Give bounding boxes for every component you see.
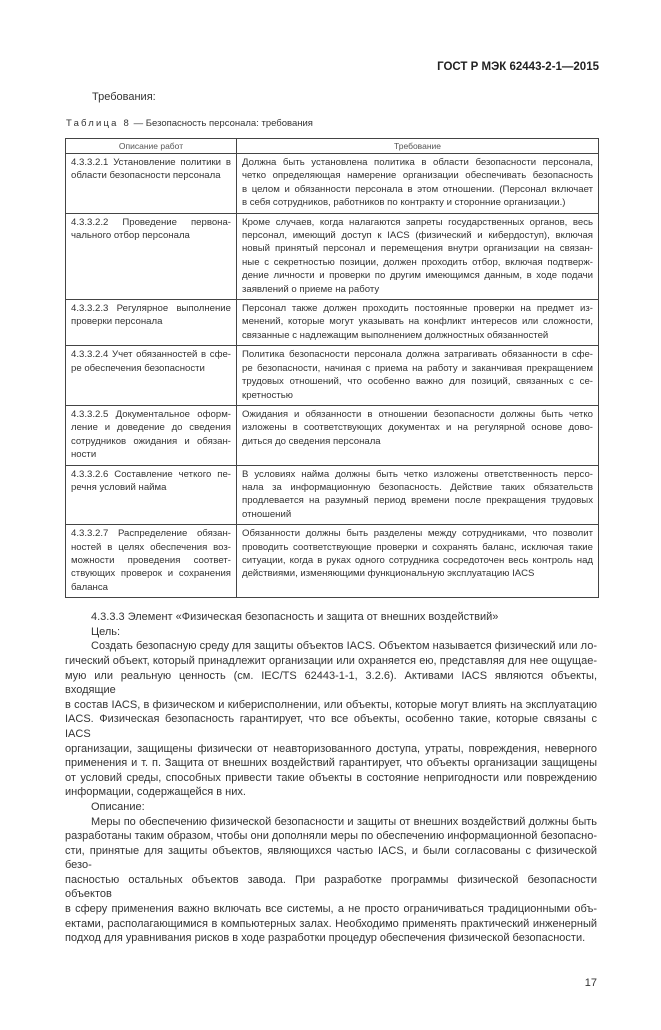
text-line: диться до сведения персонала	[242, 435, 381, 447]
table-row	[66, 525, 599, 598]
cell-description	[66, 346, 237, 406]
text-line: ствующих проверок и сохранения	[71, 568, 231, 580]
text-line: действиями, изменяющими функциональную эксплуатацию IACS	[242, 568, 535, 580]
text-line: Политика безопасности персонала должна затрагивать обязанности в сфе-	[242, 349, 593, 361]
text-line: 4.3.3.3 Элемент «Физическая безопасность и защита от внешних воздействий»	[91, 611, 499, 624]
text-line: В условиях найма должны быть четко изложены ответственность персо-	[242, 468, 593, 480]
cell-description	[66, 465, 237, 525]
text-line: 4.3.3.2.7 Распределение обязан-	[71, 528, 231, 540]
text-line: нала за информационную безопасность. Действие таких обязательств	[242, 481, 593, 493]
text-line: можности проведения соответ-	[71, 554, 231, 566]
table-body	[66, 154, 599, 598]
text-line: информации, содержащейся в них.	[65, 786, 246, 799]
cell-requirement	[237, 213, 599, 299]
page-number: 17	[584, 976, 597, 989]
table-row	[66, 154, 599, 214]
text-line: новый принятый персонал и перемещения внутри организации на связан-	[242, 243, 593, 255]
paragraph	[65, 625, 597, 640]
cell-requirement	[237, 346, 599, 406]
text-line: в состав IACS, в физическом и киберисполнении, или объекты, которые могут влиять на эксплуатацию	[65, 698, 597, 711]
text-line: подход для уравнивания рисков в ходе разработки процедур обеспечения физической безопасности.	[65, 932, 586, 945]
text-line: ре обеспечения безопасности	[71, 362, 205, 374]
text-line: ностей в целях обеспечения воз-	[71, 541, 231, 553]
text-line: заявлений о приеме на работу	[242, 283, 380, 295]
text-line: 4.3.3.2.6 Составление четкого пе-	[71, 468, 231, 480]
text-line: трудовых отношений, что особенно важно для позиций, связанных с се-	[242, 376, 593, 388]
cell-requirement	[237, 405, 599, 465]
text-line: Кроме случаев, когда налагаются запреты государственных органов, весь	[242, 216, 593, 228]
body-text	[65, 610, 597, 946]
cell-description	[66, 154, 237, 214]
table-caption-text: — Безопасность персонала: требования	[130, 118, 313, 129]
text-line: четко определяющая намерение организации обеспечивать безопасность	[242, 170, 593, 182]
text-line: пасностью остальных объектов завода. При разработке программы физической безопасности объектов	[65, 873, 597, 901]
text-line: Обязанности должны быть разделены между сотрудниками, что позволит	[242, 528, 593, 540]
text-line: разработаны таким образом, чтобы они дополняли меры по обеспечению информационной безопасно-	[65, 830, 597, 843]
text-line: организации, защищены физически от неавторизованного доступа, утраты, повреждения, неверного	[65, 742, 597, 755]
text-line: Цель:	[91, 625, 121, 638]
cell-description	[66, 213, 237, 299]
text-line: в сферу применения важно включать все системы, а не просто ограничиваться традиционными объ-	[65, 903, 597, 916]
cell-description	[66, 405, 237, 465]
text-line: Описание:	[91, 800, 145, 813]
text-line: гический объект, который принадлежит организации или охраняется ею, представляя для нее ощущае-	[65, 654, 597, 667]
table-header-row	[66, 139, 599, 154]
cell-description	[66, 525, 237, 598]
text-line: в целом и обязанности персонала в этом отношении. (Персонал включает	[242, 183, 593, 195]
text-line: 4.3.3.2.5 Документальное оформ-	[71, 408, 231, 420]
text-line: связанные с надлежащим выполнением должностных обязанностей	[242, 329, 549, 341]
text-line: дение личности и проверки по другим имеющимся данным, в ходе подачи	[242, 270, 593, 282]
text-line: продлевается на разумный период времени после прекращения трудовых	[242, 495, 593, 507]
text-line: Создать безопасную среду для защиты объектов IACS. Объектом называется физический или ло-	[91, 640, 597, 653]
table-row	[66, 213, 599, 299]
text-line: ре безопасности, начиная с приема на работу и заканчивая прекращением	[242, 362, 593, 374]
text-line: изложены в соответствующих документах и на регулярной основе дово-	[242, 422, 593, 434]
cell-requirement	[237, 465, 599, 525]
text-line: кретностью	[242, 389, 293, 401]
text-line: чального отбор персонала	[71, 230, 190, 242]
cell-requirement	[237, 300, 599, 346]
text-line: Ожидания и обязанности в отношении безопасности должны быть четко	[242, 408, 593, 420]
text-line: проводить соответствующие проверки и сохранять баланс, исключая такие	[242, 541, 593, 553]
text-line: проверки персонала	[71, 316, 163, 328]
text-line: 4.3.3.2.3 Регулярное выполнение	[71, 303, 231, 315]
text-line: от условий среды, способных привести такие объекты в состояние непригодности или повреждению	[65, 771, 597, 784]
cell-requirement	[237, 154, 599, 214]
paragraph	[65, 815, 597, 946]
text-line: Должна быть установлена политика в области безопасности персонала,	[242, 157, 593, 168]
text-line: ности	[71, 449, 97, 461]
cell-requirement	[237, 525, 599, 598]
column-header-requirement: Требование	[237, 139, 599, 154]
text-line: 4.3.3.2.2 Проведение первона-	[71, 216, 231, 228]
personnel-security-table	[65, 138, 599, 598]
requirements-label: Требования:	[92, 91, 156, 103]
text-line: менений, которые могут указывать на конфликт интересов или сложности,	[242, 316, 593, 328]
text-line: сти, принятые для защиты объектов, являющихся частью IACS, и были согласованы с физической безо-	[65, 844, 597, 872]
text-line: отношений	[242, 508, 292, 520]
paragraph	[65, 610, 597, 625]
table-row	[66, 346, 599, 406]
table-row	[66, 465, 599, 525]
table-row	[66, 405, 599, 465]
cell-description	[66, 300, 237, 346]
text-line: 4.3.3.2.4 Учет обязанностей в сфе-	[71, 349, 231, 361]
table-caption-prefix: Таблица 8	[66, 118, 131, 129]
text-line: персонал, имеющий доступ к IACS (физический и кибердоступ), включая	[242, 230, 593, 242]
text-line: ситуации, когда в руках одного сотрудника сосредоточен весь контроль над	[242, 554, 593, 566]
text-line: речня условий найма	[71, 481, 167, 493]
text-line: 4.3.3.2.1 Установление политики в	[71, 157, 231, 168]
text-line: ление и доведение до сведения	[71, 422, 231, 434]
text-line: ектами, располагающимися в компьютерных залах. Необходимо применять практический инженерный	[65, 917, 597, 930]
column-header-description: Описание работ	[66, 139, 237, 154]
text-line: в себя сотрудников, работников по контракту и сторонние организации.)	[242, 197, 566, 209]
text-line: ные с секретностью позиции, должен проходить отбор, включая подтверж-	[242, 256, 593, 268]
text-line: применения и т. п. Защита от внешних воздействий гарантирует, что объекты организации защищены	[65, 757, 597, 770]
text-line: Меры по обеспечению физической безопасности и защиты от внешних воздействий должны быть	[91, 815, 597, 828]
text-line: баланса	[71, 581, 108, 593]
paragraph	[65, 639, 597, 800]
text-line: Персонал также должен проходить постоянные проверки на предмет из-	[242, 303, 593, 315]
text-line: сотрудников ожидания и обязан-	[71, 435, 231, 447]
table-caption	[66, 118, 599, 130]
document-standard-header: ГОСТ Р МЭК 62443-2-1—2015	[437, 61, 599, 73]
text-line: области безопасности персонала	[71, 170, 221, 182]
paragraph	[65, 800, 597, 815]
table-row	[66, 300, 599, 346]
text-line: IACS. Физическая безопасность гарантирует, что все объекты, особенно такие, которые связаны с IACS	[65, 713, 597, 740]
text-line: мую или реальную ценность (см. IEC/TS 62443-1-1, 3.2.6). Активами IACS являются объекты, входящие	[65, 669, 597, 697]
